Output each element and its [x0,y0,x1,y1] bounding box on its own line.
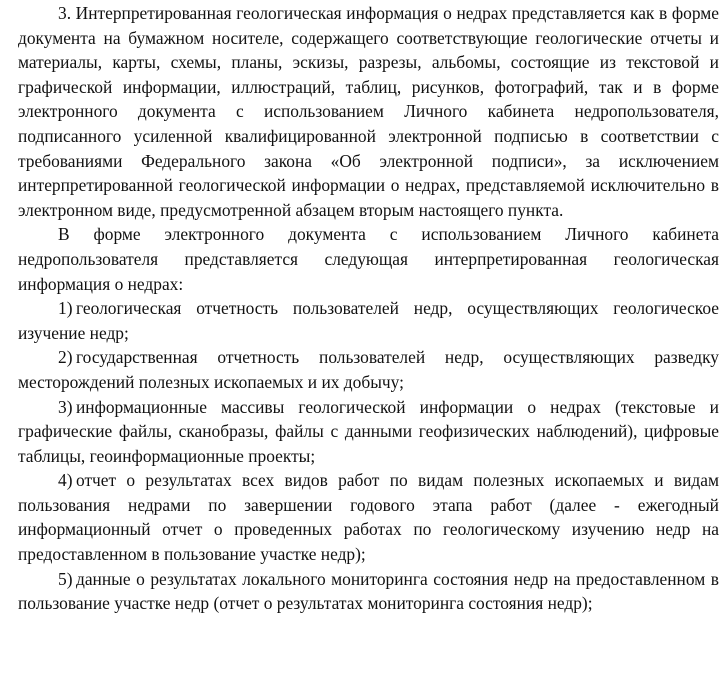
list-item-text: данные о результатах локального мониторинга состояния недр на предоставленном в пользование участке недр (отчет о результатах мониторинга состояния недр); [18,568,719,614]
paragraph-intro: В форме электронного документа с использованием Личного кабинета недропользователя представляется следующая интерпретированная геологическая информация о недрах: [18,224,719,294]
list-item-text: геологическая отчетность пользователей недр, осуществляющих геологическое изучение недр; [18,298,719,343]
list-item-number: 3) [58,396,73,417]
list-item-number: 4) [58,470,73,491]
list-item [18,296,719,345]
list-item-text: отчет о результатах всех видов работ по видам полезных ископаемых и видам пользования недрами по завершении годового этапа работ (далее - ежегодный информационный отчет о проведенных работах по геологическому изучению недр на предоставленном в пользование участке недр); [18,470,719,565]
list-item-number: 1) [58,298,73,319]
list-item-number: 2) [58,347,73,368]
list-item [18,395,719,469]
list-item [18,345,719,394]
list-item-number: 5) [58,568,73,589]
paragraph-3: 3. Интерпретированная геологическая информация о недрах представляется как в форме документа на бумажном носителе, содержащего соответствующие геологические отчеты и материалы, карты, схемы, планы, эскизы, разрезы, альбомы, состоящие из текстовой и графической информации, иллюстраций, таблиц, рисунков, фотографий, так и в форме электронного документа с использованием Личного кабинета недропользователя, подписанного усиленной квалифицированной электронной подписью в соответствии с требованиями Федерального закона «Об электронной подписи», за исключением интерпретированной геологической информации о недрах, представляемой исключительно в электронном виде, предусмотренной абзацем вторым настоящего пункта. [18,3,719,220]
list-item [18,567,719,616]
list-item-text: информационные массивы геологической информации о недрах (текстовые и графические файлы, сканобразы, файлы с данными геофизических наблюдений), цифровые таблицы, геоинформационные проекты; [18,396,719,466]
list-item-text: государственная отчетность пользователей недр, осуществляющих разведку месторождений полезных ископаемых и их добычу; [18,347,719,392]
list-item [18,468,719,566]
